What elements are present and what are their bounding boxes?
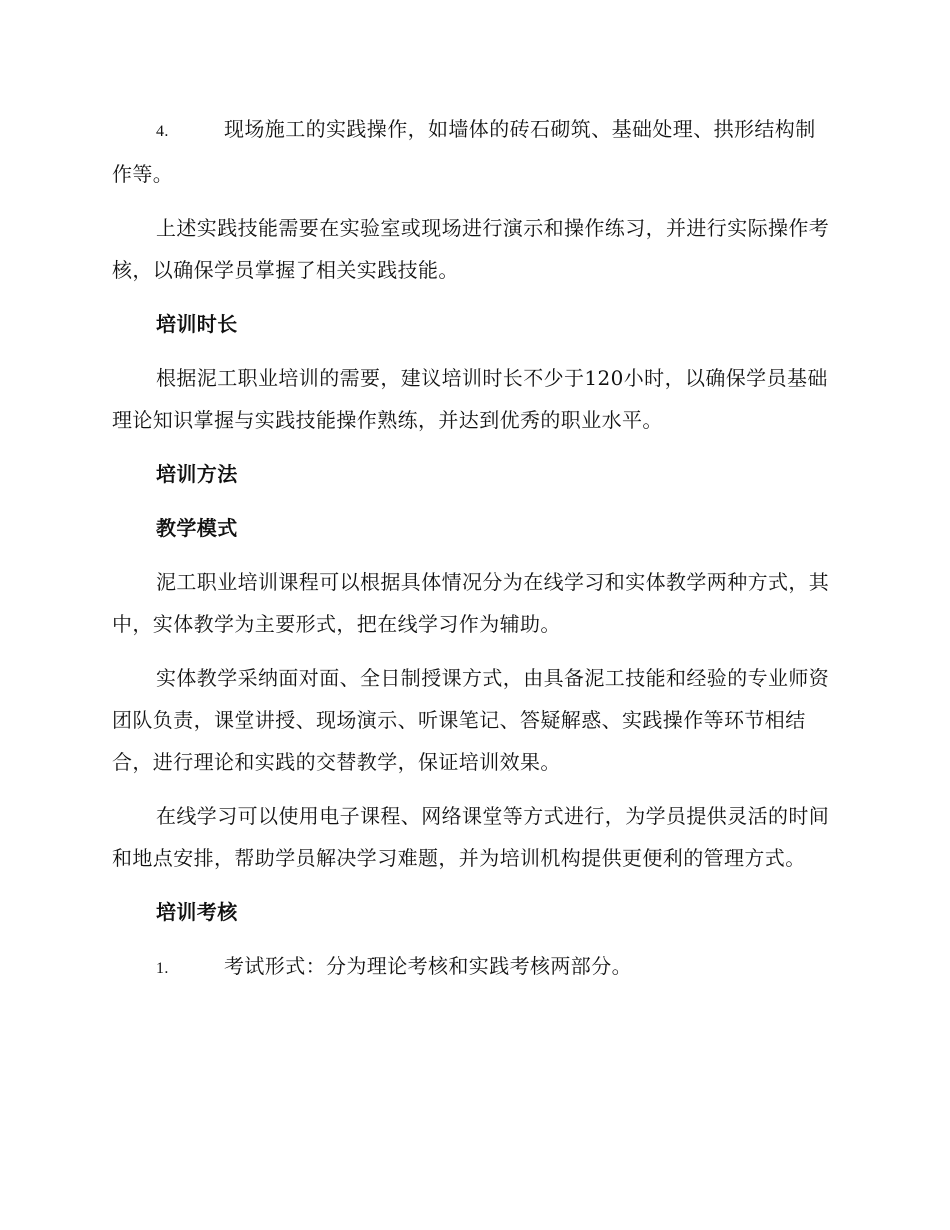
heading-training-duration: 培训时长	[156, 312, 238, 336]
paragraph-teaching-mode: 泥工职业培训课程可以根据具体情况分为在线学习和实体教学两种方式，其中，实体教学为主要形式，把在线学习作为辅助。	[112, 570, 830, 636]
list-item-1	[112, 945, 832, 990]
document-body	[112, 108, 832, 1002]
heading-teaching-mode: 教学模式	[156, 516, 238, 540]
list-number: 1.	[156, 960, 169, 977]
list-item-text: 考试形式：分为理论考核和实践考核两部分。	[224, 954, 632, 978]
list-number: 4.	[156, 123, 169, 140]
paragraph-training-duration: 根据泥工职业培训的需要，建议培训时长不少于120小时，以确保学员基础理论知识掌握与实践技能操作熟练，并达到优秀的职业水平。	[112, 366, 828, 432]
heading-training-method: 培训方法	[156, 462, 238, 486]
paragraph-online-learning: 在线学习可以使用电子课程、网络课堂等方式进行，为学员提供灵活的时间和地点安排，帮助学员解决学习难题，并为培训机构提供更便利的管理方式。	[112, 804, 830, 870]
paragraph-practice-skills: 上述实践技能需要在实验室或现场进行演示和操作练习，并进行实际操作考核，以确保学员掌握了相关实践技能。	[112, 216, 830, 282]
list-item-4	[112, 108, 832, 195]
list-item-text: 现场施工的实践操作，如墙体的砖石砌筑、基础处理、拱形结构制作等。	[112, 117, 816, 186]
heading-training-assessment: 培训考核	[156, 900, 238, 924]
paragraph-offline-teaching: 实体教学采纳面对面、全日制授课方式，由具备泥工技能和经验的专业师资团队负责，课堂讲授、现场演示、听课笔记、答疑解惑、实践操作等环节相结合，进行理论和实践的交替教学，保证培训效果。	[112, 666, 830, 774]
